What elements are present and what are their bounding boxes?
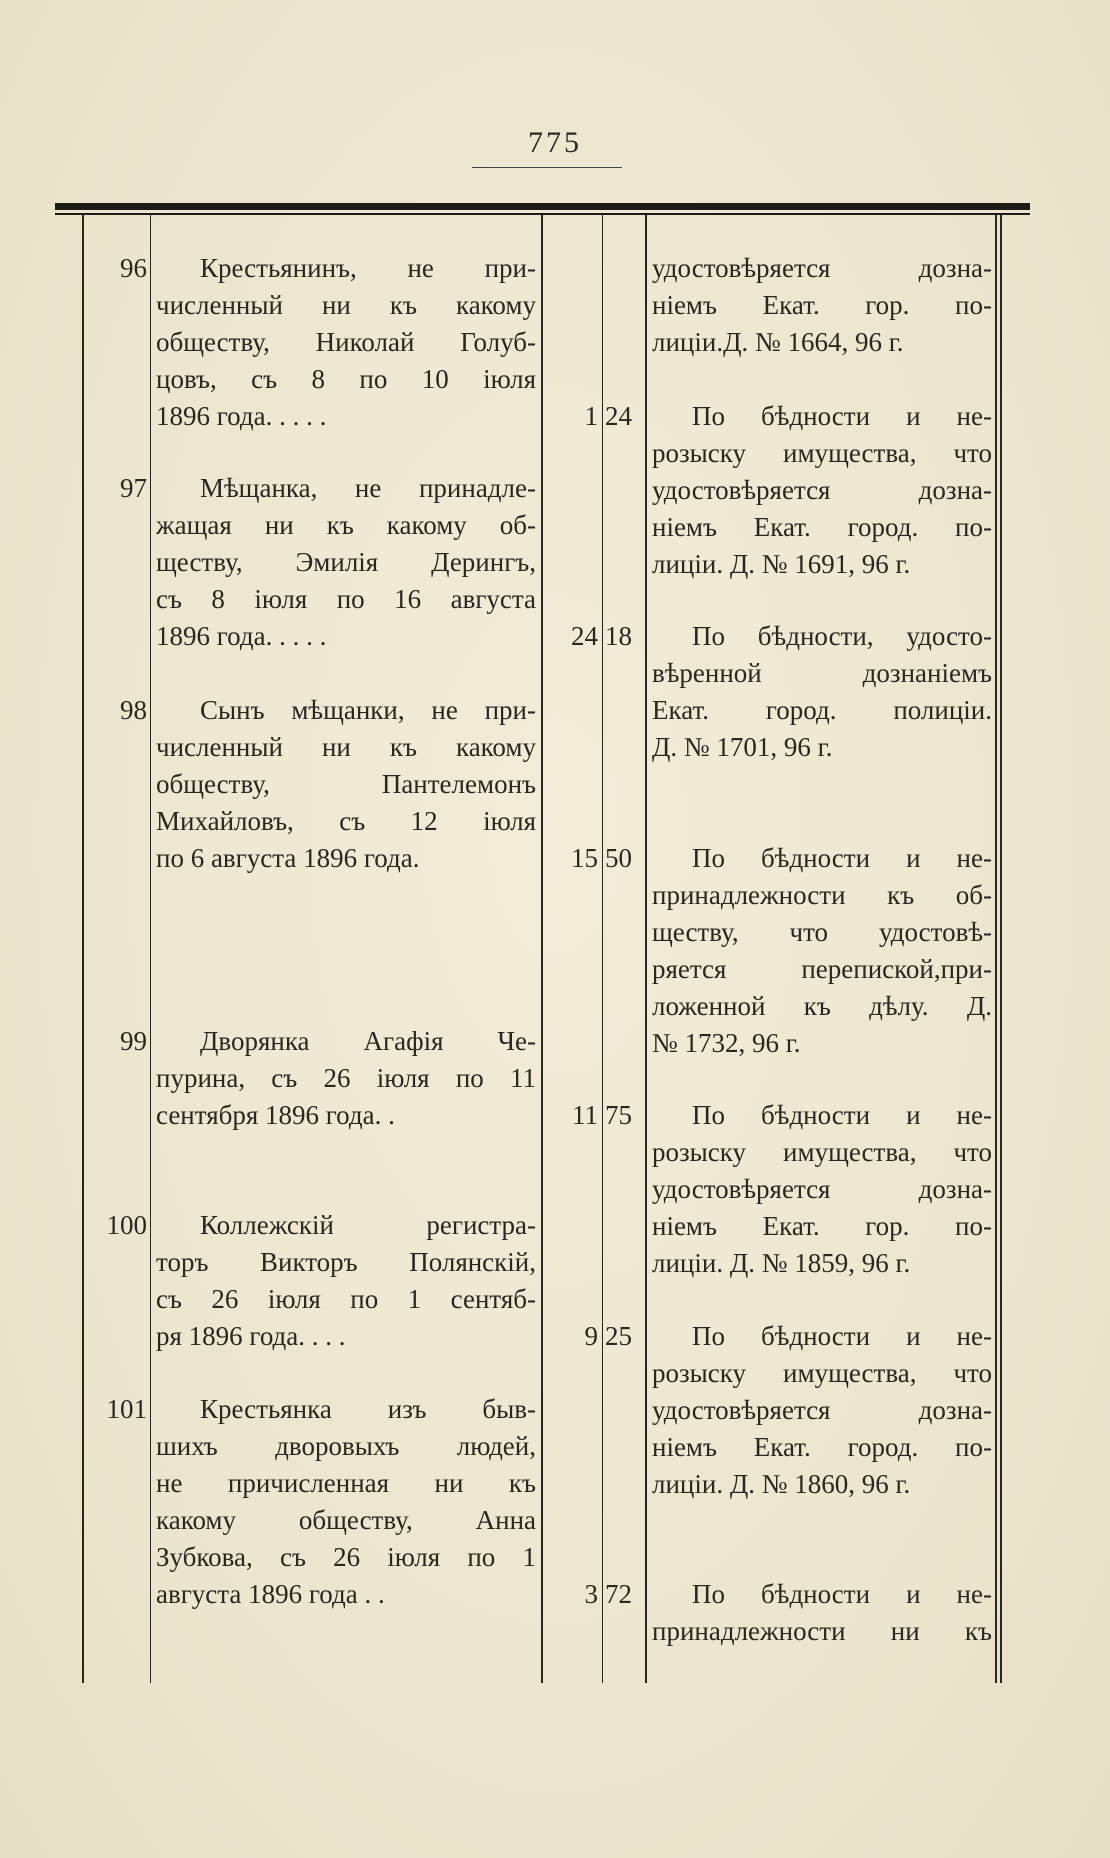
entry-description-line: Сынъ мѣщанки, не при-: [200, 695, 536, 725]
entry-description-line: шихъ дворовыхъ людей,: [156, 1431, 536, 1461]
entry-description-line: съ 8 іюля по 16 августа: [156, 584, 536, 614]
note-line: удостовѣряется дозна-: [652, 1395, 992, 1425]
note-line: розыску имущества, что: [652, 438, 992, 468]
table-top-rule: [55, 203, 1030, 210]
note-line: ніемъ Екат. город. по-: [652, 512, 992, 542]
note-line: удостовѣряется дозна-: [652, 475, 992, 505]
note-line: принадлежности ни къ: [652, 1616, 992, 1646]
entry-description-line: численный ни къ какому: [156, 732, 536, 762]
entry-description-line: Крестьянинъ, не при-: [200, 253, 536, 283]
page-number: 775: [528, 126, 582, 159]
entry-description-line: ществу, Эмилія Дерингъ,: [156, 547, 536, 577]
page-number-rule: [472, 167, 622, 168]
note-line: ніемъ Екат. гор. по-: [652, 1211, 992, 1241]
entry-description-line: ря 1896 года. . . .: [156, 1321, 346, 1351]
entry-description-line: сентября 1896 года. .: [156, 1100, 395, 1130]
column-rule: [1000, 215, 1002, 1683]
entry-description-line: обществу, Николай Голуб-: [156, 327, 536, 357]
note-line: По бѣдности и не-: [692, 1100, 992, 1130]
note-line: удостовѣряется дозна-: [652, 1174, 992, 1204]
entry-number: 100: [106, 1210, 147, 1240]
amount-kopecks: 24: [605, 401, 632, 431]
column-rule: [995, 215, 997, 1683]
entry-description-line: не причисленная ни къ: [156, 1468, 536, 1498]
note-line: Екат. город. полиціи.: [652, 695, 992, 725]
entry-description-line: Михайловъ, съ 12 іюля: [156, 806, 536, 836]
entry-description-line: какому обществу, Анна: [156, 1505, 536, 1535]
entry-description-line: Зубкова, съ 26 іюля по 1: [156, 1542, 536, 1572]
entry-description-line: Крестьянка изъ быв-: [200, 1394, 536, 1424]
note-line: По бѣдности и не-: [692, 1321, 992, 1351]
amount-rubles: 3: [584, 1579, 598, 1609]
column-rule: [150, 215, 151, 1683]
note-line: По бѣдности, удосто-: [692, 621, 992, 651]
amount-kopecks: 75: [605, 1100, 632, 1130]
entry-number: 97: [120, 473, 147, 503]
column-rule: [541, 215, 543, 1683]
entry-description-line: торъ Викторъ Полянскій,: [156, 1247, 536, 1277]
amount-kopecks: 50: [605, 843, 632, 873]
note-line: лиціи.Д. № 1664, 96 г.: [652, 327, 904, 357]
note-line: ніемъ Екат. город. по-: [652, 1432, 992, 1462]
note-line: По бѣдности и не-: [692, 1579, 992, 1609]
note-line: ществу, что удостовѣ-: [652, 917, 992, 947]
note-line: лиціи. Д. № 1691, 96 г.: [652, 549, 911, 579]
column-rule: [645, 215, 647, 1683]
amount-kopecks: 72: [605, 1579, 632, 1609]
note-line: ложенной къ дѣлу. Д.: [652, 991, 992, 1021]
entry-number: 101: [106, 1394, 147, 1424]
entry-description-line: жащая ни къ какому об-: [156, 510, 536, 540]
note-line: По бѣдности и не-: [692, 843, 992, 873]
note-line: лиціи. Д. № 1859, 96 г.: [652, 1248, 911, 1278]
note-line: Д. № 1701, 96 г.: [652, 732, 833, 762]
entry-description-line: 1896 года. . . . .: [156, 401, 327, 431]
column-rule: [602, 215, 603, 1683]
amount-rubles: 1: [584, 401, 598, 431]
entry-description-line: Дворянка Агафія Че-: [200, 1026, 536, 1056]
amount-rubles: 9: [584, 1321, 598, 1351]
amount-rubles: 24: [571, 621, 598, 651]
note-line: лиціи. Д. № 1860, 96 г.: [652, 1469, 911, 1499]
note-line: розыску имущества, что: [652, 1358, 992, 1388]
entry-description-line: численный ни къ какому: [156, 290, 536, 320]
amount-rubles: 15: [571, 843, 598, 873]
amount-kopecks: 25: [605, 1321, 632, 1351]
entry-number: 98: [120, 695, 147, 725]
note-line: № 1732, 96 г.: [652, 1028, 801, 1058]
entry-description-line: по 6 августа 1896 года.: [156, 843, 420, 873]
note-line: вѣренной дознаніемъ: [652, 658, 992, 688]
entry-description-line: цовъ, съ 8 по 10 іюля: [156, 364, 536, 394]
entry-description-line: Мѣщанка, не принадле-: [200, 473, 536, 503]
entry-description-line: августа 1896 года . .: [156, 1579, 385, 1609]
amount-rubles: 11: [572, 1100, 598, 1130]
note-line: удостовѣряется дозна-: [652, 253, 992, 283]
note-line: ряется перепиской,при-: [652, 954, 992, 984]
note-line: ніемъ Екат. гор. по-: [652, 290, 992, 320]
entry-description-line: пурина, съ 26 іюля по 11: [156, 1063, 536, 1093]
column-rule: [82, 215, 84, 1683]
amount-kopecks: 18: [605, 621, 632, 651]
entry-description-line: 1896 года. . . . .: [156, 621, 327, 651]
note-line: принадлежности къ об-: [652, 880, 992, 910]
entry-number: 99: [120, 1026, 147, 1056]
note-line: розыску имущества, что: [652, 1137, 992, 1167]
entry-description-line: съ 26 іюля по 1 сентяб-: [156, 1284, 536, 1314]
note-line: По бѣдности и не-: [692, 401, 992, 431]
entry-description-line: Коллежскій регистра-: [200, 1210, 536, 1240]
entry-number: 96: [120, 253, 147, 283]
entry-description-line: обществу, Пантелемонъ: [156, 769, 536, 799]
